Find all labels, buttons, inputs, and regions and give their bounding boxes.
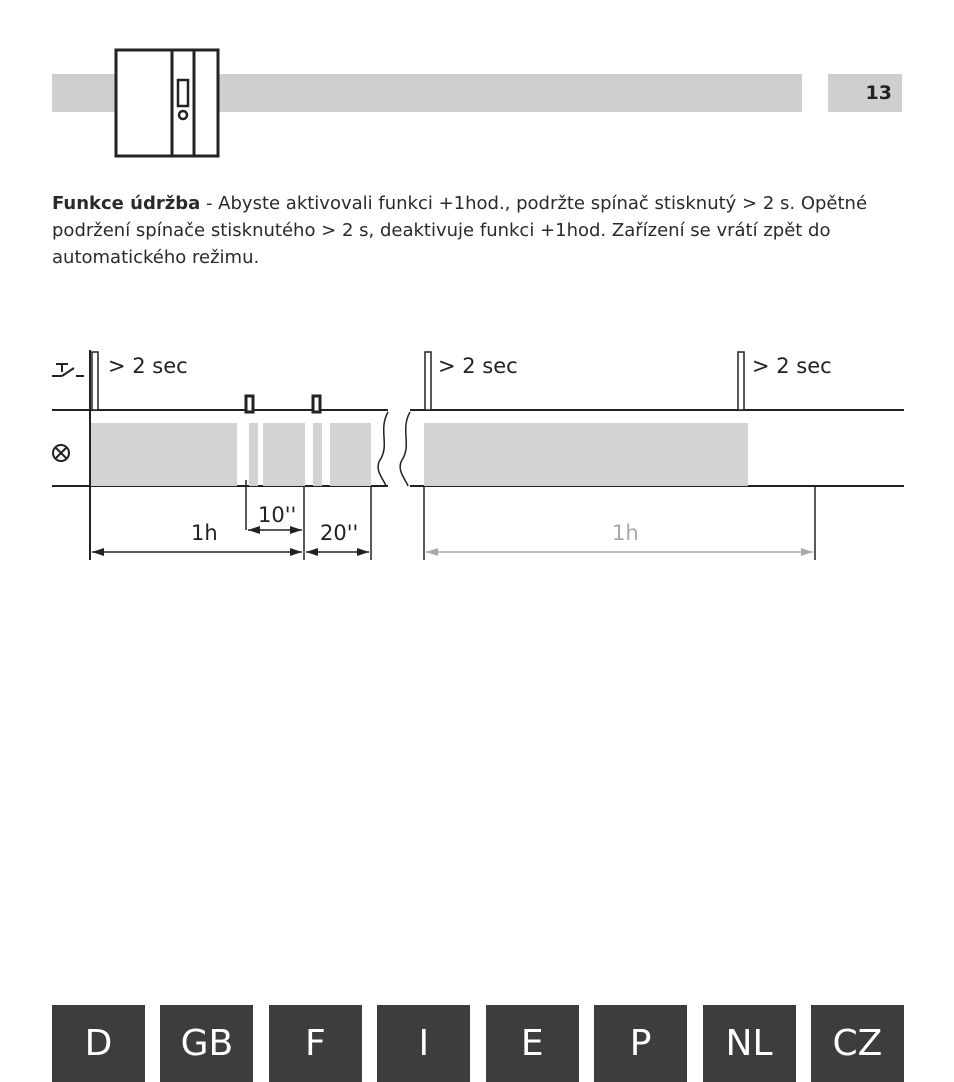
body-text: - Abyste aktivovali funkci +1hod., podržte spínač stisknutý > 2 s. Opětné podržení spínače stisknutého > 2 s, deaktivuje funkci +1hod. Zařízení se vrátí zpět do automatického režimu.: [52, 193, 868, 268]
lamp-on-segment: [249, 423, 258, 486]
lang-tab-f[interactable]: F: [269, 1005, 362, 1082]
press-label: > 2 sec: [752, 354, 832, 378]
language-tabs: [52, 1005, 904, 1082]
break-mark-right: [400, 412, 410, 486]
press-label: > 2 sec: [108, 354, 188, 378]
dim-label-1h: 1h: [191, 521, 218, 545]
lang-tab-d[interactable]: D: [52, 1005, 145, 1082]
lamp-on-segment: [424, 423, 748, 486]
lamp-on-segment: [330, 423, 371, 486]
short-press-pulse: [246, 396, 253, 412]
arrow-head: [426, 548, 438, 556]
short-press-pulse: [313, 396, 320, 412]
lang-tab-gb[interactable]: GB: [160, 1005, 253, 1082]
break-mark-left: [378, 412, 388, 486]
arrow-head: [290, 526, 302, 534]
arrow-head: [290, 548, 302, 556]
dim-label-1h-right: 1h: [612, 521, 639, 545]
press-label: > 2 sec: [438, 354, 518, 378]
arrow-head: [248, 526, 260, 534]
lang-tab-cz[interactable]: CZ: [811, 1005, 904, 1082]
arrow-head: [801, 548, 813, 556]
body-paragraph: [52, 190, 912, 271]
press-pulse: [738, 352, 744, 410]
lamp-on-segment: [313, 423, 322, 486]
lang-tab-p[interactable]: P: [594, 1005, 687, 1082]
wall-switch-icon: [114, 48, 224, 160]
timing-diagram: [0, 330, 954, 570]
lamp-icon: [53, 445, 69, 461]
dim-label-20s: 20'': [320, 521, 359, 545]
push-button-icon: [52, 364, 84, 376]
press-pulse: [425, 352, 431, 410]
lang-tab-e[interactable]: E: [486, 1005, 579, 1082]
arrow-head: [306, 548, 318, 556]
page-number: 13: [828, 74, 902, 112]
arrow-head: [92, 548, 104, 556]
section-title: Funkce údržba: [52, 193, 201, 214]
dim-label-10s: 10'': [258, 503, 297, 527]
lamp-on-segment: [91, 423, 237, 486]
lang-tab-i[interactable]: I: [377, 1005, 470, 1082]
arrow-head: [357, 548, 369, 556]
lang-tab-nl[interactable]: NL: [703, 1005, 796, 1082]
press-pulse: [92, 352, 98, 410]
lamp-on-segment: [263, 423, 305, 486]
